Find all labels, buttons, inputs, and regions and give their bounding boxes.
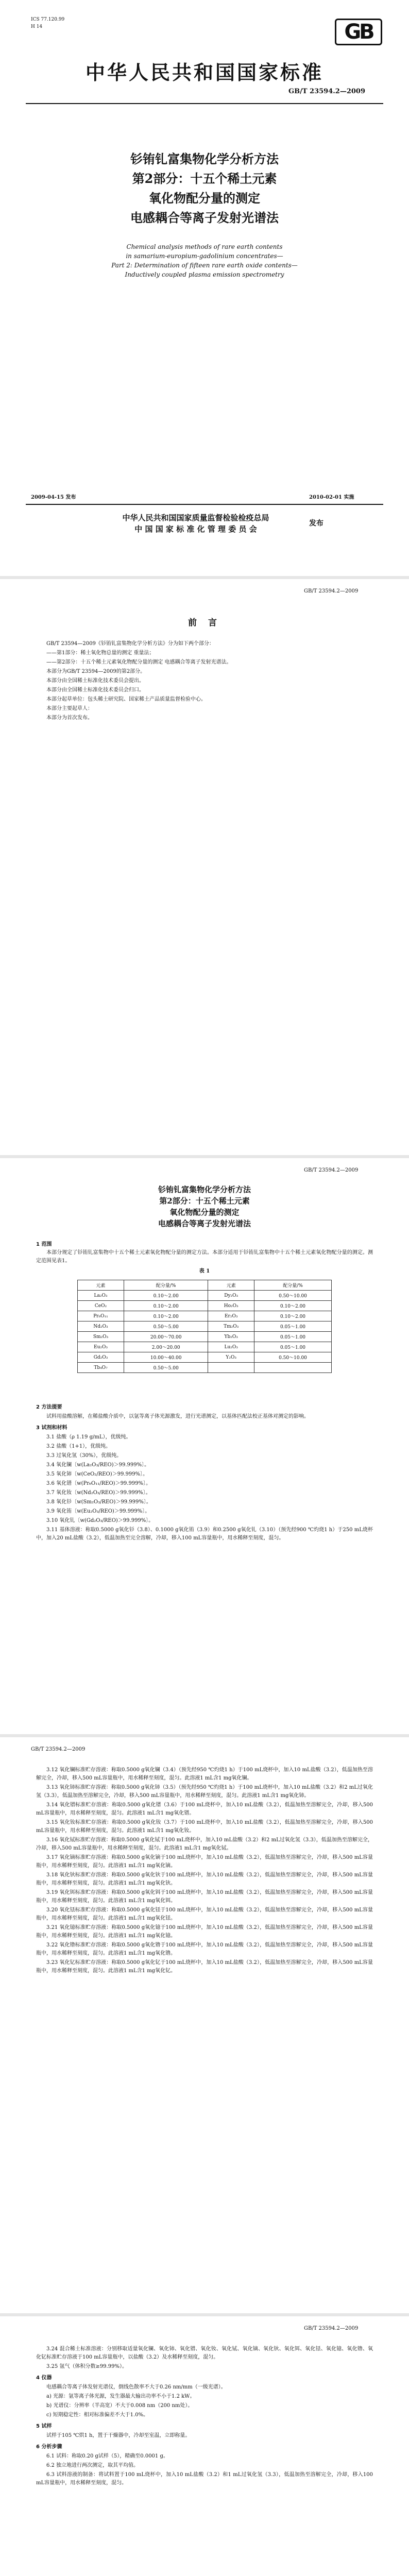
foreword-paragraph: 本部分为首次发布。 <box>46 715 93 721</box>
table-cell: Tb₄O₇ <box>78 1363 124 1373</box>
table-cell: Eu₂O₃ <box>78 1342 124 1352</box>
reagent-list <box>36 1766 373 1976</box>
foreword-paragraph: GB/T 23594—2009《钐铕钆富集物化学分析方法》分为如下两个部分： <box>46 641 214 647</box>
cover-title-line-4: 电感耦合等离子发射光谱法 <box>130 210 279 225</box>
page-header-code: GB/T 23594.2—2009 <box>31 1747 86 1752</box>
implementation-date: 2010-02-01 实施 <box>309 495 354 500</box>
section-heading: 2 方法提要 <box>36 1404 62 1410</box>
procedure-item: 6.1 试料：称取0.20 g试样（5），精确至0.0001 g。 <box>46 2453 168 2459</box>
table-cell: Tm₂O₃ <box>208 1321 254 1332</box>
table-cell: 0.50～5.00 <box>124 1363 208 1373</box>
reagent-item: 3.19 氧化铒标准贮存溶液：称取0.5000 g氧化铒于100 mL烧杯中，加入10 mL盐酸（3.2），低温加热至溶解完全，冷却，移入500 mL容量瓶中，用水稀释至刻度，混匀。此溶液1 mL含1 mg氧化铒。 <box>36 1890 373 1904</box>
cover-title-line-3: 氧化物配分量的测定 <box>149 191 260 206</box>
table-1 <box>77 1280 332 1373</box>
reagent-item: 3.24 混合稀土标准溶液：分别移取适量氧化镧、氧化铈、氧化镨、氧化钕、氧化铽、氧化镝、氧化钬、氧化铒、氧化铥、氧化镱、氧化镥、氧化钇标准贮存溶液于100 mL容量瓶中，以盐酸（3.2）及水稀释至刻度，混匀。 <box>36 2346 373 2360</box>
body-page-2 <box>0 1737 409 2313</box>
instrument-item: a) 光源：氩等离子体光源，发生器最大输出功率不小于1.2 kW。 <box>46 2394 195 2399</box>
reagent-item: 3.13 氧化铈标准贮存溶液：称取0.5000 g氧化铈（3.5）（预先经950 ℃灼烧1 h）于100 mL烧杯中，加入10 mL盐酸（3.2）和2 mL过氧化氢（3.3），低温加热至溶解完全，冷却，移入500 mL容量瓶中，用水稀释至刻度，混匀。此溶液1 mL含1 mg氧化铈。 <box>36 1785 373 1799</box>
body-title-line-4: 电感耦合等离子发射光谱法 <box>158 1219 251 1228</box>
table-cell: 2.00～20.00 <box>124 1342 208 1352</box>
table-cell: Ho₂O₃ <box>208 1301 254 1311</box>
foreword-title: 前 言 <box>188 618 221 628</box>
cover-title-line-1: 钐铕钆富集物化学分析方法 <box>130 151 279 166</box>
ccs-code: H 14 <box>31 24 43 29</box>
table-cell: Lu₂O₃ <box>208 1342 254 1352</box>
issuer-block <box>88 512 304 535</box>
table-cell: La₂O₃ <box>78 1291 124 1301</box>
table-header-cell: 配分量/% <box>254 1280 332 1291</box>
table-cell: CeO₂ <box>78 1301 124 1311</box>
table-cell <box>254 1363 332 1373</box>
table-cell: 0.50～10.00 <box>254 1291 332 1301</box>
reagent-item: 3.17 氧化镝标准贮存溶液：称取0.5000 g氧化镝于100 mL烧杯中，加入10 mL盐酸（3.2），低温加热至溶解完全，冷却，移入500 mL容量瓶中，用水稀释至刻度，混匀。此溶液1 mL含1 mg氧化镝。 <box>36 1855 373 1869</box>
reagent-item: 3.6 氧化镨〔w(Pr₆O₁₁/REO)＞99.999%〕。 <box>46 1481 151 1486</box>
table-row <box>78 1352 332 1363</box>
foreword-paragraph: 本部分为GB/T 23594—2009的第2部分。 <box>46 669 146 674</box>
reagent-item: 3.20 氧化铥标准贮存溶液：称取0.5000 g氧化铥于100 mL烧杯中，加入10 mL盐酸（3.2），低温加热至溶解完全，冷却，移入500 mL容量瓶中，用水稀释至刻度，混匀。此溶液1 mL含1 mg氧化铥。 <box>36 1907 373 1921</box>
table-cell: Dy₂O₃ <box>208 1291 254 1301</box>
body-page-3 <box>0 2316 409 2576</box>
reagent-item: 3.15 氧化钕标准贮存溶液：称取0.5000 g氧化钕（3.7）于100 mL烧杯中，加入10 mL盐酸（3.2），低温加热至溶解完全，冷却，移入500 mL容量瓶中，用水稀释至刻度，混匀。此溶液1 mL含1 mg氧化钕。 <box>36 1820 373 1834</box>
issuer-line-1: 中华人民共和国国家质量监督检验检疫总局 <box>122 513 269 522</box>
table-header-row <box>78 1280 332 1291</box>
table-row <box>78 1342 332 1352</box>
table-row <box>78 1363 332 1373</box>
table-row <box>78 1321 332 1332</box>
procedure-item: 6.3 试料溶液的制备：将试料置于100 mL烧杯中，加入10 mL盐酸（3.2）和1 mL过氧化氢（3.3），低温加热至溶解完全，冷却，移入100 mL容量瓶中，用水稀释至刻度，混匀。 <box>36 2472 373 2486</box>
cover-en-line-2: in samarium-europium-gadolinium concentrates— <box>126 252 283 260</box>
body-title-line-1: 钐铕钆富集物化学分析方法 <box>158 1185 251 1194</box>
cover-english-title <box>0 242 409 279</box>
table-header-cell: 元素 <box>78 1280 124 1291</box>
table-cell: Nd₂O₃ <box>78 1321 124 1332</box>
issuer-suffix: 发布 <box>309 519 323 528</box>
section-1-text: 本部分规定了钐铕钆富集物中十五个稀土元素氧化物配分量的测定方法。本部分适用于钐铕钆富集物中十五个稀土元素氧化物配分量的测定。测定范围见表1。 <box>36 1250 373 1264</box>
cover-rule-bottom <box>26 504 383 505</box>
page-header-code: GB/T 23594.2—2009 <box>304 588 359 594</box>
table-cell: Sm₂O₃ <box>78 1332 124 1342</box>
foreword-page <box>0 579 409 1155</box>
table-cell: 0.05～1.00 <box>254 1321 332 1332</box>
instrument-item: c) 短期稳定性：相对标准偏差不大于1.0%。 <box>46 2412 149 2418</box>
section-heading: 3 试剂和材料 <box>36 1425 67 1431</box>
table-cell: 0.10～2.00 <box>254 1301 332 1311</box>
foreword-paragraph: 本部分由全国稀土标准化技术委员会归口。 <box>46 687 144 693</box>
table-cell: Er₂O₃ <box>208 1311 254 1321</box>
table-1-caption: 表 1 <box>199 1268 210 1274</box>
reagent-item: 3.18 氧化钬标准贮存溶液：称取0.5000 g氧化钬于100 mL烧杯中，加入10 mL盐酸（3.2），低温加热至溶解完全，冷却，移入500 mL容量瓶中，用水稀释至刻度，混匀。此溶液1 mL含1 mg氧化钬。 <box>36 1872 373 1886</box>
table-cell: 0.50～10.00 <box>254 1352 332 1363</box>
reagent-item: 3.14 氧化镨标准贮存溶液：称取0.5000 g氧化镨（3.6）于100 mL烧杯中，加入10 mL盐酸（3.2），低温加热至溶解完全，冷却，移入500 mL容量瓶中，用水稀释至刻度，混匀。此溶液1 mL含1 mg氧化镨。 <box>36 1802 373 1816</box>
reagent-item: 3.12 氧化镧标准贮存溶液：称取0.5000 g氧化镧（3.4）（预先经950 ℃灼烧1 h）于100 mL烧杯中，加入10 mL盐酸（3.2），低温加热至溶解完全，冷却，移入500 mL容量瓶中，用水稀释至刻度，混匀。此溶液1 mL含1 mg氧化镧。 <box>36 1767 373 1781</box>
reagent-item: 3.21 氧化镱标准贮存溶液：称取0.5000 g氧化镱于100 mL烧杯中，加入10 mL盐酸（3.2），低温加热至溶解完全，冷却，移入500 mL容量瓶中，用水稀释至刻度，混匀。此溶液1 mL含1 mg氧化镱。 <box>36 1925 373 1939</box>
cover-rule-top <box>26 103 383 104</box>
table-cell: Gd₂O₃ <box>78 1352 124 1363</box>
cover-title-line-2: 第2部分：十五个稀土元素 <box>132 171 277 186</box>
reagent-item: 3.23 氧化钇标准贮存溶液：称取0.5000 g氧化钇于100 mL烧杯中，加入10 mL盐酸（3.2），低温加热至溶解完全，冷却，移入500 mL容量瓶中，用水稀释至刻度，混匀。此溶液1 mL含1 mg氧化钇。 <box>36 1960 373 1974</box>
standard-title: 中华人民共和国国家标准 <box>85 61 323 84</box>
table-row <box>78 1291 332 1301</box>
reagent-note: 3.11 基体溶液：称取0.5000 g氧化钐（3.8）、0.1000 g氧化铕（3.9）和0.2500 g氧化钆（3.10）（预先经900 ℃灼烧1 h）于250 mL烧杯中，加入20 mL盐酸（3.2），低温加热至完全溶解，冷却，移入100 mL容量瓶中，用水稀释至刻度，混匀。 <box>36 1527 373 1541</box>
foreword-paragraph: 本部分起草单位：包头稀土研究院、国家稀土产品质量监督检验中心。 <box>46 697 206 702</box>
issuer-line-2: 中 国 国 家 标 准 化 管 理 委 员 会 <box>134 524 257 534</box>
table-cell: 20.00～70.00 <box>124 1332 208 1342</box>
table-cell: Yb₂O₃ <box>208 1332 254 1342</box>
table-cell: 0.10～2.00 <box>124 1311 208 1321</box>
reagent-item: 3.5 氧化铈〔w(CeO₂/REO)＞99.999%〕。 <box>46 1471 148 1477</box>
cover-en-line-1: Chemical analysis methods of rare earth contents <box>126 243 283 250</box>
section-5-text: 试样于105 ℃烘1 h，置于干燥器中，冷却至室温，立即称量。 <box>46 2433 191 2438</box>
instrument-section <box>36 2345 373 2488</box>
issue-date: 2009-04-15 发布 <box>31 495 76 500</box>
section-heading: 5 试样 <box>36 2424 52 2429</box>
foreword-paragraph: ——第1部分：稀土氧化物总量的测定 重量法； <box>46 650 155 656</box>
foreword-paragraph: 本部分主要起草人： <box>46 706 93 711</box>
table-cell: 0.05～1.00 <box>254 1332 332 1342</box>
section-2-text: 试料用盐酸溶解，在稀盐酸介质中，以氩等离子体光源激发，进行光谱测定，以基体匹配法校正基体对测定的影响。 <box>46 1414 309 1419</box>
instrument-item: b) 光谱仪：分辨率（半高宽）不大于0.008 nm（200 nm处）。 <box>46 2403 193 2409</box>
reagent-item: 3.3 过氧化氢（30%），优级纯。 <box>46 1453 122 1459</box>
body-title-block <box>0 1184 409 1229</box>
reagent-item: 3.16 氧化铽标准贮存溶液：称取0.5000 g氧化铽于100 mL烧杯中，加入10 mL盐酸（3.2）和2 mL过氧化氢（3.3），低温加热至溶解完全，冷却，移入500 mL容量瓶中，用水稀释至刻度，混匀。此溶液1 mL含1 mg氧化铽。 <box>36 1837 373 1851</box>
table-cell: Y₂O₃ <box>208 1352 254 1363</box>
section-2-3 <box>36 1400 373 1544</box>
page-header-code: GB/T 23594.2—2009 <box>304 2326 359 2331</box>
section-1-heading: 1 范围 <box>36 1242 52 1247</box>
reagent-item: 3.8 氧化钐〔w(Sm₂O₃/REO)＞99.999%〕。 <box>46 1499 151 1505</box>
table-header-cell: 元素 <box>208 1280 254 1291</box>
section-heading: 4 仪器 <box>36 2375 52 2381</box>
table-row <box>78 1311 332 1321</box>
procedure-item: 6.2 独立地进行两次测定，取其平均值。 <box>46 2463 139 2468</box>
body-title-line-2: 第2部分：十五个稀土元素 <box>159 1196 250 1206</box>
table-cell: 10.00～40.00 <box>124 1352 208 1363</box>
reagent-item: 3.7 氧化钕〔w(Nd₂O₃/REO)＞99.999%〕。 <box>46 1490 151 1496</box>
ics-code: ICS 77.120.99 <box>31 17 65 22</box>
table-row <box>78 1301 332 1311</box>
foreword-paragraph: 本部分由全国稀土标准化技术委员会提出。 <box>46 678 144 684</box>
section-1 <box>36 1241 373 1278</box>
gb-logo: GB <box>335 19 382 45</box>
table-cell: 0.50～5.00 <box>124 1321 208 1332</box>
reagent-item: 3.1 盐酸（ρ 1.19 g/mL），优级纯。 <box>46 1434 131 1440</box>
page-header-code: GB/T 23594.2—2009 <box>304 1167 359 1173</box>
cover-title-block <box>0 149 409 228</box>
section-4-text: 电感耦合等离子体发射光谱仪，倒线色散率不大于0.26 nm/mm（一级光谱）。 <box>46 2384 226 2390</box>
cover-page <box>0 0 409 576</box>
reagent-item: 3.22 氧化镥标准贮存溶液：称取0.5000 g氧化镥于100 mL烧杯中，加入10 mL盐酸（3.2），低温加热至溶解完全，冷却，移入500 mL容量瓶中，用水稀释至刻度，混匀。此溶液1 mL含1 mg氧化镥。 <box>36 1942 373 1956</box>
reagent-item: 3.4 氧化镧〔w(La₂O₃/REO)＞99.999%〕。 <box>46 1462 150 1468</box>
body-page-1 <box>0 1158 409 1734</box>
foreword-paragraph: ——第2部分：十五个稀土元素氧化物配分量的测定 电感耦合等离子发射光谱法。 <box>46 659 232 665</box>
table-cell <box>208 1363 254 1373</box>
table-cell: 0.05～1.00 <box>254 1342 332 1352</box>
cover-en-line-3: Part 2: Determination of fifteen rare earth oxide contents— <box>111 262 298 269</box>
table-cell: Pr₆O₁₁ <box>78 1311 124 1321</box>
standard-code: GB/T 23594.2—2009 <box>288 88 366 95</box>
table-cell: 0.10～2.00 <box>124 1291 208 1301</box>
reagent-item: 3.10 氧化钆〔w(Gd₂O₃/REO)＞99.999%〕。 <box>46 1518 154 1523</box>
body-title-line-3: 氧化物配分量的测定 <box>169 1208 240 1217</box>
reagent-item: 3.25 氩气（体积分数≥99.99%）。 <box>46 2364 127 2369</box>
reagent-item: 3.2 盐酸（1+1），优级纯。 <box>46 1444 111 1449</box>
reagent-item: 3.9 氧化铕〔w(Eu₂O₃/REO)＞99.999%〕。 <box>46 1509 150 1514</box>
section-heading: 6 分析步骤 <box>36 2444 62 2450</box>
foreword-body <box>36 640 373 723</box>
table-row <box>78 1332 332 1342</box>
table-header-cell: 配分量/% <box>124 1280 208 1291</box>
table-cell: 0.10～2.00 <box>124 1301 208 1311</box>
cover-en-line-4: Inductively coupled plasma emission spectrometry <box>125 271 284 278</box>
table-cell: 0.10～2.00 <box>254 1311 332 1321</box>
